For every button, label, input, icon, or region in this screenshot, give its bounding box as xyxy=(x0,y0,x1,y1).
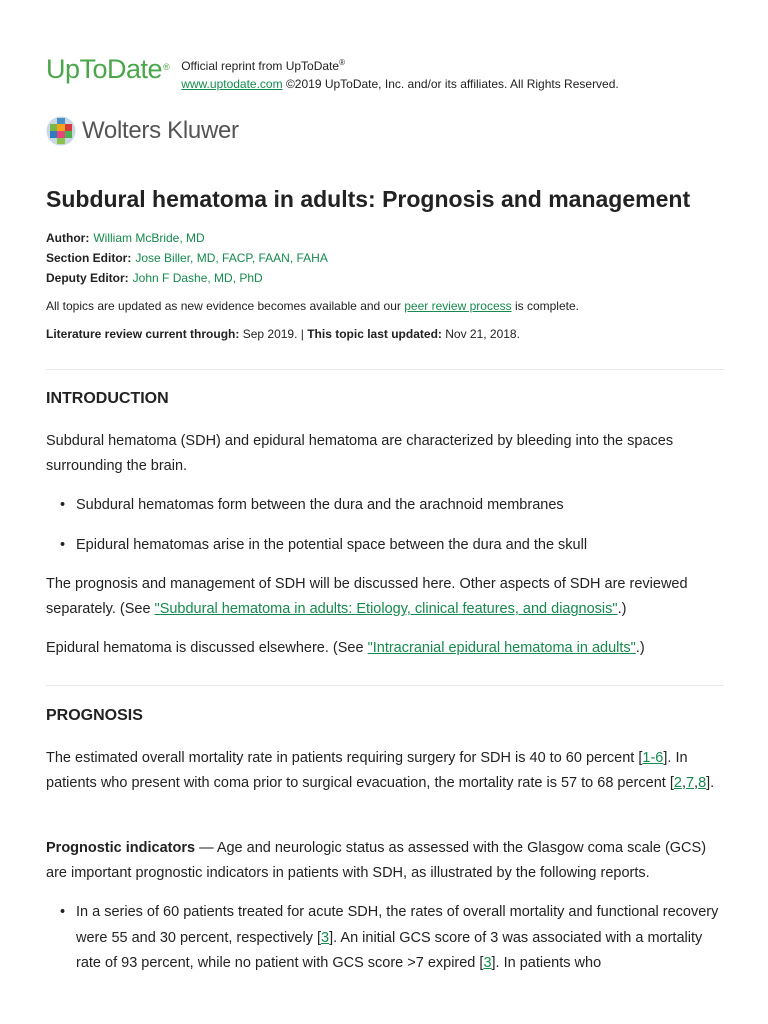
author-link[interactable]: William McBride, MD xyxy=(93,231,205,245)
prognostic-indicators-paragraph: Prognostic indicators — Age and neurologic status as assessed with the Glasgow coma scale (GCS) are important prognostic indicators in patients with SDH, as illustrated by the following reports. xyxy=(46,840,707,881)
intro-paragraph-1: Subdural hematoma (SDH) and epidural hematoma are characterized by bleeding into the spaces surrounding the brain. xyxy=(46,433,674,474)
section-editor-line: Section Editor: Jose Biller, MD, FACP, FAAN, FAHA xyxy=(46,251,328,265)
review-dates: Literature review current through: Sep 2019. | This topic last updated: Nov 21, 2018. xyxy=(46,327,520,341)
intro-paragraph-3: Epidural hematoma is discussed elsewhere. (See "Intracranial epidural hematoma in adults".) xyxy=(46,640,645,656)
copyright-text: ©2019 UpToDate, Inc. and/or its affiliates. All Rights Reserved. xyxy=(285,77,619,91)
list-item: • Epidural hematomas arise in the potential space between the dura and the skull xyxy=(76,533,724,559)
reprint-line: Official reprint from UpToDate xyxy=(181,59,340,73)
reference-link[interactable]: 8 xyxy=(698,775,707,791)
peer-review-link[interactable]: peer review process xyxy=(404,299,512,313)
section-divider xyxy=(46,685,724,686)
article-title: Subdural hematoma in adults: Prognosis and management xyxy=(46,186,691,212)
reference-link[interactable]: 3 xyxy=(483,955,492,971)
etiology-topic-link[interactable]: "Subdural hematoma in adults: Etiology, clinical features, and diagnosis" xyxy=(154,601,618,617)
prognosis-heading: PROGNOSIS xyxy=(46,707,143,724)
reference-link[interactable]: 2 xyxy=(673,775,682,791)
reprint-notice: Official reprint from UpToDate® www.uptodate.com ©2019 UpToDate, Inc. and/or its affiliates. All Rights Reserved. xyxy=(181,58,619,91)
wolters-kluwer-brand xyxy=(46,116,239,146)
reference-link[interactable]: 3 xyxy=(321,929,330,946)
list-item: • In a series of 60 patients treated for acute SDH, the rates of overall mortality and functional recovery were 55 and 30 percent, respectively [3]. An initial GCS score of 3 was associated with a mortality rate of 93 percent, while no patient with GCS score >7 expired [3]. In patients who xyxy=(76,900,724,977)
prognosis-paragraph-1: The estimated overall mortality rate in patients requiring surgery for SDH is 40 to 60 percent [1-6]. In patients who present with coma prior to surgical evacuation, the mortality rate is 57 to 68 percent [2,7,8]. xyxy=(46,750,715,791)
reference-link[interactable]: 1-6 xyxy=(642,750,664,766)
list-item: • Subdural hematomas form between the dura and the arachnoid membranes xyxy=(76,493,724,519)
uptodate-logo: UpToDate® xyxy=(46,54,170,84)
uptodate-site-link[interactable]: www.uptodate.com xyxy=(181,77,283,91)
deputy-editor-link[interactable]: John F Dashe, MD, PhD xyxy=(132,271,263,285)
publisher-name: Wolters Kluwer xyxy=(82,117,239,144)
wolters-kluwer-logo-icon xyxy=(46,116,76,146)
uptodate-header xyxy=(46,54,619,93)
intro-paragraph-2: The prognosis and management of SDH will be discussed here. Other aspects of SDH are reviewed separately. (See "Subdural hematoma in adults: Etiology, clinical features, and diagnosis".) xyxy=(46,576,688,617)
epidural-topic-link[interactable]: "Intracranial epidural hematoma in adults" xyxy=(367,640,636,656)
reference-link[interactable]: 7 xyxy=(685,775,695,791)
update-note: All topics are updated as new evidence becomes available and our peer review process is complete. xyxy=(46,299,579,313)
section-divider xyxy=(46,369,724,370)
section-editor-link[interactable]: Jose Biller, MD, FACP, FAAN, FAHA xyxy=(135,251,328,265)
introduction-heading: INTRODUCTION xyxy=(46,390,169,407)
author-line: Author: William McBride, MD xyxy=(46,231,205,245)
deputy-editor-line: Deputy Editor: John F Dashe, MD, PhD xyxy=(46,271,263,285)
